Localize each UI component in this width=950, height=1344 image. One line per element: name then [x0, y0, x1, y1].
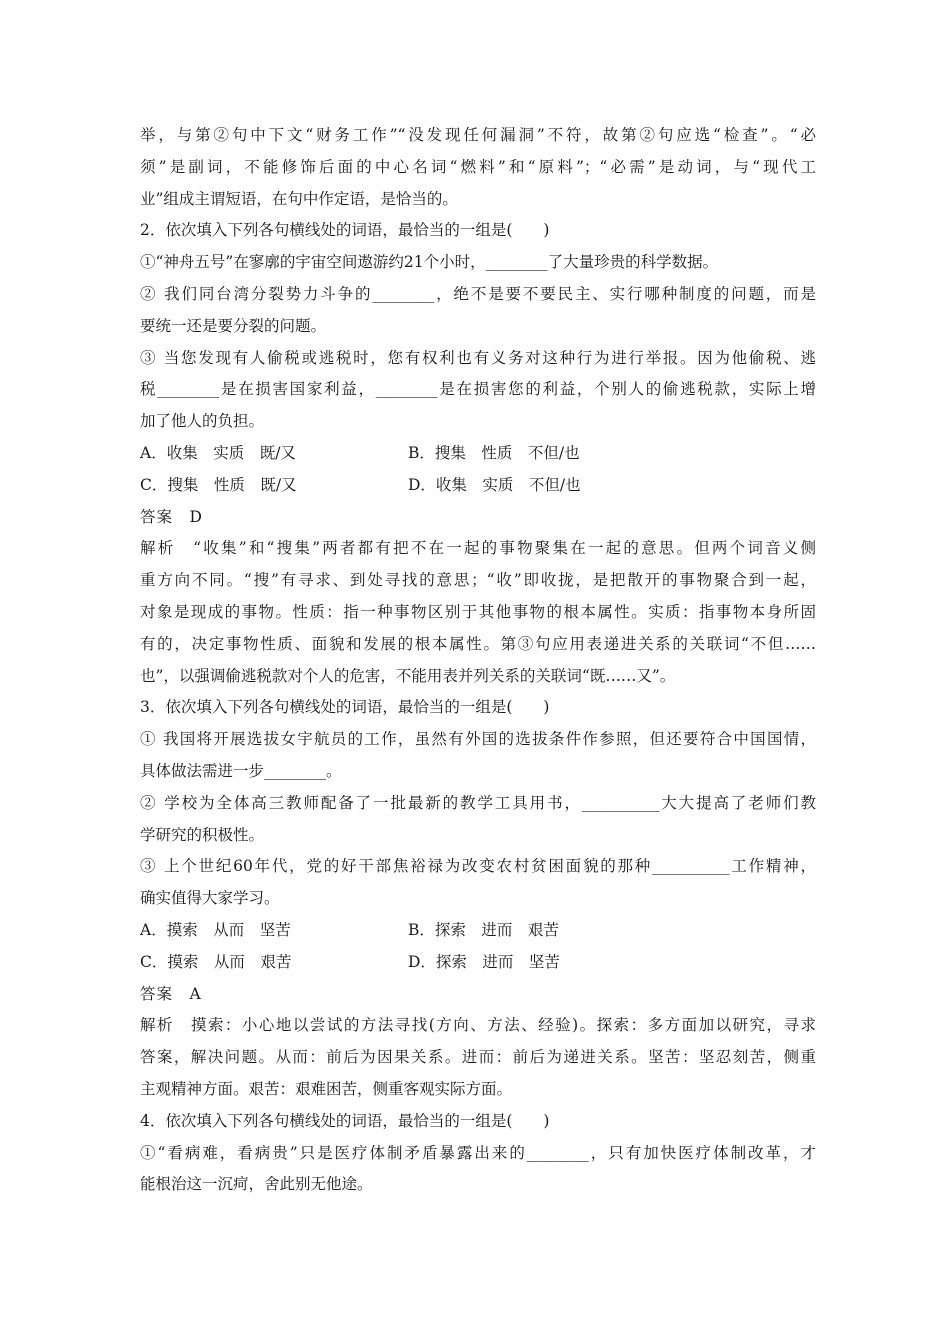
text-line: 能根治这一沉疴，舍此别无他途。: [140, 1175, 373, 1194]
text-line: 须”是副词，不能修饰后面的中心名词“燃料”和“原料”；“必需”是动词，与“现代工: [140, 157, 816, 176]
option-b: B．搜集 性质 不但/也: [408, 443, 580, 462]
answer: 答案 A: [140, 984, 202, 1003]
option-a: A．摸索 从而 坚苦: [140, 920, 291, 939]
option-a: A．收集 实质 既/又: [140, 443, 296, 462]
text-line: ①“神舟五号”在寥廓的宇宙空间遨游约21个小时，________了大量珍贵的科学数据。: [140, 253, 719, 272]
text-line: 业”组成主谓短语，在句中作定语，是恰当的。: [140, 189, 458, 208]
text-line: 重方向不同。“搜”有寻求、到处寻找的意思；“收”即收拢，是把散开的事物聚合到一起，: [140, 571, 816, 590]
question-2-stem: 2．依次填入下列各句横线处的词语，最恰当的一组是( ): [140, 221, 550, 240]
text-line: 学研究的积极性。: [140, 825, 265, 844]
option-d: D．探索 进而 坚苦: [408, 952, 560, 971]
text-line: 也”，以强调偷逃税款对个人的危害，不能用表并列关系的关联词“既……又”。: [140, 666, 676, 685]
text-line: ③ 上个世纪60年代，党的好干部焦裕禄为改变农村贫困面貌的那种__________工作精神，: [140, 857, 816, 876]
options-row: [140, 947, 816, 979]
text-line: 税________是在损害国家利益，________是在损害您的利益，个别人的偷逃税款，实际上增: [140, 380, 816, 399]
text-line: 主观精神方面。艰苦：艰难困苦，侧重客观实际方面。: [140, 1079, 513, 1098]
text-line: ② 我们同台湾分裂势力斗争的________，绝不是要不要民主、实行哪种制度的问题，而是: [140, 284, 816, 303]
text-line: 有的，决定事物性质、面貌和发展的根本属性。第③句应用表递进关系的关联词“不但……: [140, 634, 816, 653]
document-body: [140, 120, 816, 1201]
options-row: [140, 470, 816, 502]
text-line: ① 我国将开展选拔女宇航员的工作，虽然有外国的选拔条件作参照，但还要符合中国国情，: [140, 730, 816, 749]
options-row: [140, 438, 816, 470]
option-b: B．探索 进而 艰苦: [408, 920, 559, 939]
text-line: 对象是现成的事物。性质：指一种事物区别于其他事物的根本属性。实质：指事物本身所固: [140, 602, 816, 621]
option-c: C．摸索 从而 艰苦: [140, 952, 292, 971]
text-line: 答案，解决问题。从而：前后为因果关系。进而：前后为递进关系。坚苦：坚忍刻苦，侧重: [140, 1048, 816, 1067]
option-d: D．收集 实质 不但/也: [408, 475, 581, 494]
text-line: 加了他人的负担。: [140, 412, 265, 431]
text-line: 具体做法需进一步________。: [140, 761, 342, 780]
text-line: 解析 “收集”和“搜集”两者都有把不在一起的事物聚集在一起的意思。但两个词音义侧: [140, 539, 816, 558]
text-line: 确实值得大家学习。: [140, 889, 280, 908]
question-3-stem: 3．依次填入下列各句横线处的词语，最恰当的一组是( ): [140, 698, 550, 717]
text-line: 解析 摸索：小心地以尝试的方法寻找(方向、方法、经验)。探索：多方面加以研究，寻求: [140, 1016, 816, 1035]
text-line: ①“看病难，看病贵”只是医疗体制矛盾暴露出来的________，只有加快医疗体制改革，才: [140, 1143, 816, 1162]
answer: 答案 D: [140, 507, 203, 526]
options-row: [140, 915, 816, 947]
text-line: 举，与第②句中下文“财务工作”“没发现任何漏洞”不符，故第②句应选“检查”。“必: [140, 126, 816, 144]
text-line: ③ 当您发现有人偷税或逃税时，您有权利也有义务对这种行为进行举报。因为他偷税、逃: [140, 348, 816, 367]
question-4-stem: 4．依次填入下列各句横线处的词语，最恰当的一组是( ): [140, 1111, 550, 1130]
option-c: C．搜集 性质 既/又: [140, 475, 297, 494]
text-line: 要统一还是要分裂的问题。: [140, 316, 327, 335]
text-line: ② 学校为全体高三教师配备了一批最新的教学工具用书，__________大大提高了老师们教: [140, 793, 816, 812]
